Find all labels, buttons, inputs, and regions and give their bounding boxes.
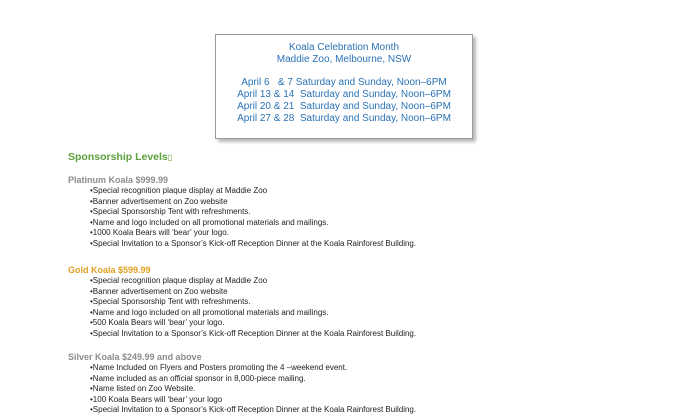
benefit-item: •Name included as an official sponsor in 8,000-piece mailing. [90,373,306,383]
tier-title: Gold Koala $599.99 [68,265,151,275]
benefit-item: •Special Invitation to a Sponsor’s Kick-off Reception Dinner at the Koala Rainforest Building. [90,238,417,248]
tier-title: Silver Koala $249.99 and above [68,352,202,362]
benefit-item: •Name and logo included on all promotional materials and mailings. [90,217,329,227]
benefit-item: •Name listed on Zoo Website. [90,384,196,394]
event-info-box [215,34,473,139]
event-date-line: April 27 & 28 Saturday and Sunday, Noon–6PM [237,113,451,124]
sponsorship-heading [68,151,172,163]
event-date-line: April 20 & 21 Saturday and Sunday, Noon–6PM [237,101,451,112]
benefit-list [68,363,628,416]
benefit-item: •Special Sponsorship Tent with refreshments. [90,297,251,307]
event-date-line: April 13 & 14 Saturday and Sunday, Noon–6PM [237,89,451,100]
benefit-item: •Special Invitation to a Sponsor’s Kick-off Reception Dinner at the Koala Rainforest Building. [90,328,417,338]
tier-silver [68,351,628,416]
benefit-list [68,276,628,340]
benefit-item: •Special recognition plaque display at Maddie Zoo [90,276,268,285]
event-title: Koala Celebration Month [288,42,400,53]
benefit-list [68,186,628,250]
benefit-item: •Name Included on Flyers and Posters promoting the 4 –weekend event. [90,363,348,372]
benefit-item: •Name and logo included on all promotional materials and mailings. [90,307,329,317]
benefit-item: •Special recognition plaque display at Maddie Zoo [90,186,268,195]
sponsorship-heading-text: Sponsorship Levels [68,151,168,163]
benefit-item: •500 Koala Bears will ‘bear’ your logo. [90,318,225,328]
tier-gold [68,264,628,340]
tier-platinum [68,174,628,250]
event-date-line: April 6 & 7 Saturday and Sunday, Noon–6PM [241,77,447,88]
benefit-item: •1000 Koala Bears will ‘bear’ your logo. [90,228,229,238]
benefit-item: •100 Koala Bears will ‘bear’ your logo [90,394,223,404]
heading-marker-glyph: ▯ [167,153,173,162]
tier-title: Platinum Koala $999.99 [68,175,169,185]
event-venue: Maddie Zoo, Melbourne, NSW [276,54,412,65]
benefit-item: •Special Sponsorship Tent with refreshments. [90,207,251,217]
benefit-item: •Banner advertisement on Zoo website [90,286,228,296]
benefit-item: •Special Invitation to a Sponsor’s Kick-off Reception Dinner at the Koala Rainforest Building. [90,405,417,415]
benefit-item: •Banner advertisement on Zoo website [90,196,228,206]
